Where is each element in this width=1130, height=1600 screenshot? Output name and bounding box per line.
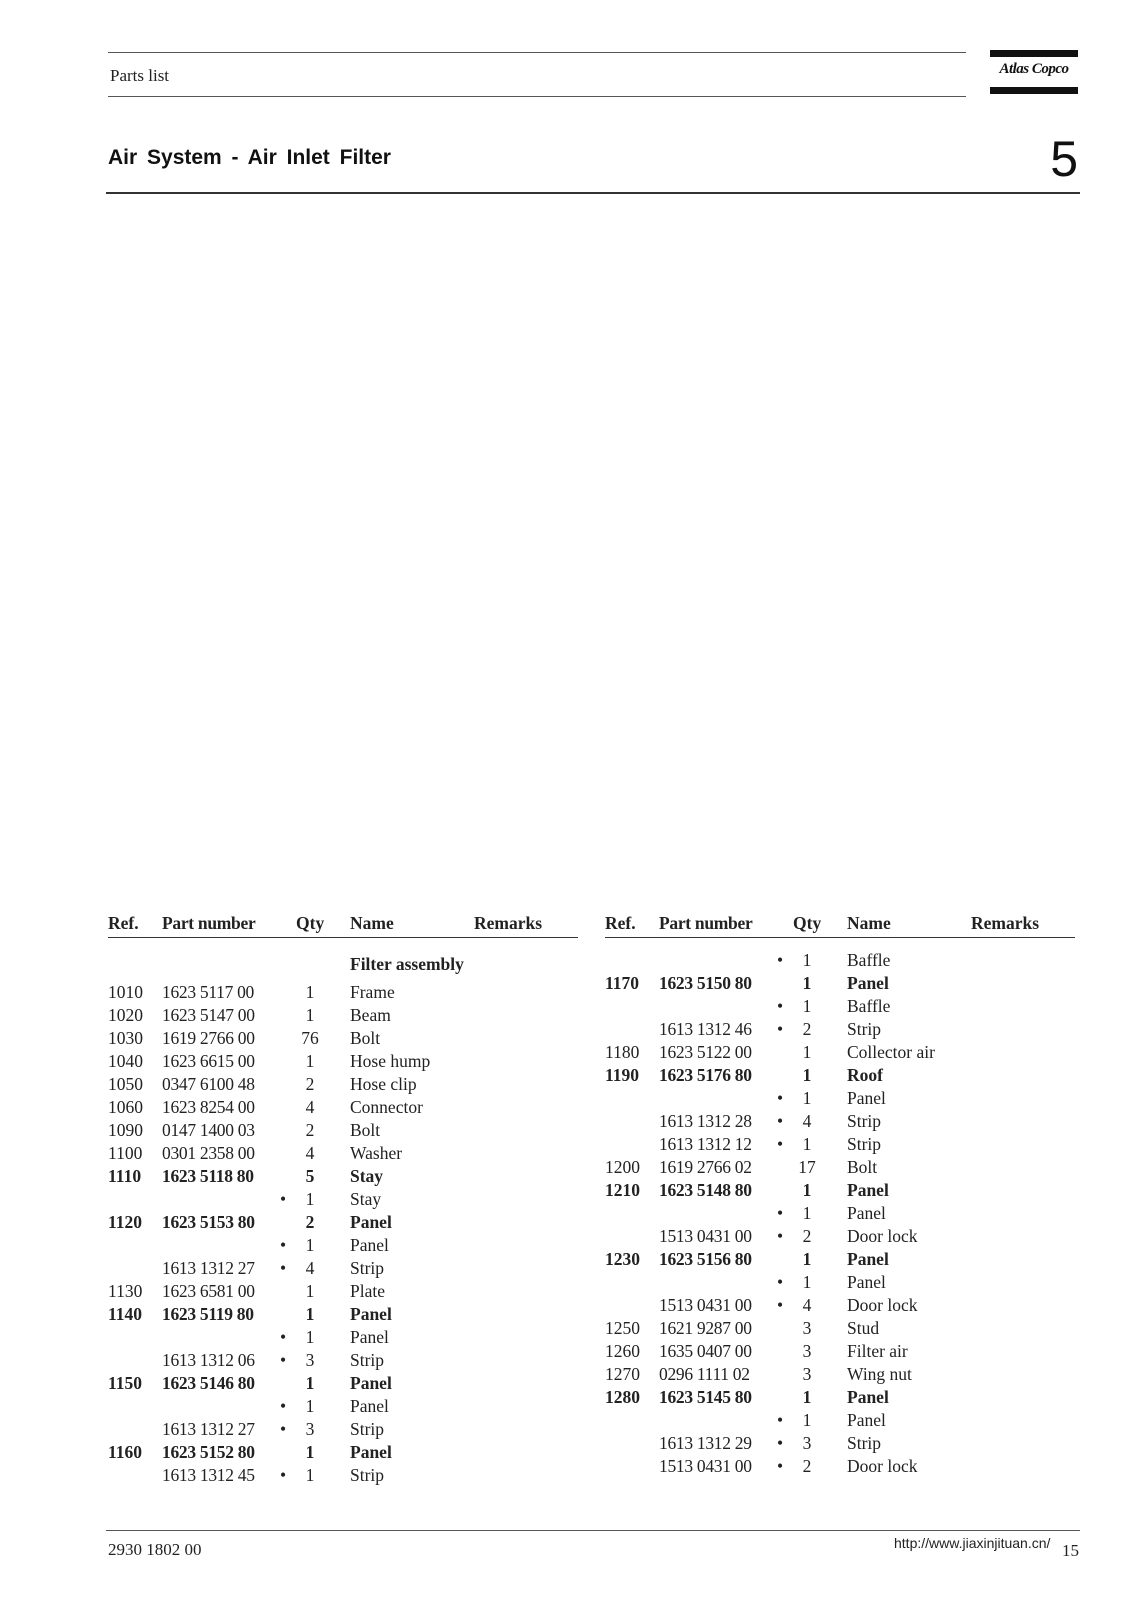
name-cell: Door lock — [847, 1456, 918, 1476]
qty-cell: 1 — [802, 950, 812, 970]
qty-cell: 1 — [305, 1281, 315, 1301]
name-cell: Panel — [847, 1387, 889, 1407]
name-cell: Panel — [350, 1212, 392, 1232]
qty-cell: 1 — [305, 1327, 315, 1347]
ref-cell: 1020 — [108, 1005, 143, 1025]
qty-cell: 4 — [305, 1143, 315, 1163]
parts-table-right — [605, 913, 1075, 1479]
ref-cell: 1200 — [605, 1157, 640, 1177]
part-number-cell: 1613 1312 12 — [659, 1134, 752, 1154]
part-number-cell: 1621 9287 00 — [659, 1318, 752, 1338]
part-number-cell: 1619 2766 00 — [162, 1028, 255, 1048]
qty-cell: 3 — [802, 1364, 812, 1384]
part-number-cell: 1513 0431 00 — [659, 1456, 752, 1476]
table-row — [605, 1019, 1075, 1042]
name-cell: Hose hump — [350, 1051, 431, 1071]
sub-item-bullet: • — [777, 1456, 784, 1476]
qty-cell: 1 — [802, 1272, 812, 1292]
sub-item-bullet: • — [280, 1189, 287, 1209]
table-row — [108, 1350, 578, 1373]
name-cell: Strip — [350, 1350, 385, 1370]
document-type-label: Parts list — [110, 66, 170, 85]
part-number-cell: 1623 6581 00 — [162, 1281, 255, 1301]
sub-item-bullet: • — [777, 1410, 784, 1430]
qty-cell: 1 — [305, 1465, 315, 1485]
table-row — [108, 1396, 578, 1419]
table-row — [108, 1304, 578, 1327]
header-name: Name — [350, 913, 394, 933]
sub-item-bullet: • — [777, 1019, 784, 1039]
qty-cell: 2 — [305, 1120, 315, 1140]
name-cell: Panel — [847, 1410, 886, 1430]
header-part-number: Part number — [659, 913, 753, 933]
part-number-cell: 1623 5122 00 — [659, 1042, 752, 1062]
name-cell: Bolt — [350, 1028, 381, 1048]
qty-cell: 1 — [802, 973, 812, 993]
ref-cell: 1010 — [108, 982, 143, 1002]
part-number-cell: 1623 5146 80 — [162, 1373, 255, 1393]
table-row — [108, 1258, 578, 1281]
table-row — [605, 1226, 1075, 1249]
sub-item-bullet: • — [777, 996, 784, 1016]
qty-cell: 1 — [305, 1304, 315, 1324]
name-cell: Panel — [350, 1442, 392, 1462]
part-number-cell: 1613 1312 27 — [162, 1419, 255, 1439]
ref-cell: 1040 — [108, 1051, 143, 1071]
qty-cell: 1 — [305, 1005, 315, 1025]
qty-cell: 1 — [802, 1203, 812, 1223]
ref-cell: 1160 — [108, 1442, 143, 1462]
table-body — [605, 950, 1075, 1479]
name-cell: Panel — [847, 1249, 889, 1269]
table-body — [108, 950, 578, 1488]
part-number-cell: 1619 2766 02 — [659, 1157, 752, 1177]
part-number-cell: 1613 1312 29 — [659, 1433, 752, 1453]
sub-item-bullet: • — [777, 1226, 784, 1246]
name-cell: Collector air — [847, 1042, 935, 1062]
qty-cell: 2 — [802, 1456, 812, 1476]
part-number-cell: 1635 0407 00 — [659, 1341, 752, 1361]
table-row — [605, 1203, 1075, 1226]
part-number-cell: 1623 8254 00 — [162, 1097, 255, 1117]
part-number-cell: 1613 1312 45 — [162, 1465, 255, 1485]
name-cell: Baffle — [847, 950, 891, 970]
ref-cell: 1230 — [605, 1249, 640, 1269]
sub-item-bullet: • — [777, 1203, 784, 1223]
name-cell: Panel — [847, 973, 889, 993]
sub-item-bullet: • — [280, 1327, 287, 1347]
part-number-cell: 1623 5148 80 — [659, 1180, 752, 1200]
qty-cell: 76 — [301, 1028, 319, 1048]
part-number-cell: 1623 5150 80 — [659, 973, 752, 993]
part-number-cell: 1623 5117 00 — [162, 982, 255, 1002]
ref-cell: 1100 — [108, 1143, 143, 1163]
table-row — [605, 1042, 1075, 1065]
name-cell: Plate — [350, 1281, 385, 1301]
table-row — [605, 1295, 1075, 1318]
title-rule — [106, 192, 1080, 194]
qty-cell: 1 — [802, 1249, 812, 1269]
sub-item-bullet: • — [280, 1396, 287, 1416]
table-row — [108, 1465, 578, 1488]
sub-item-bullet: • — [777, 1295, 784, 1315]
header-name: Name — [847, 913, 891, 933]
ref-cell: 1090 — [108, 1120, 143, 1140]
qty-cell: 1 — [802, 1065, 812, 1085]
ref-cell: 1150 — [108, 1373, 143, 1393]
name-cell: Panel — [847, 1088, 886, 1108]
qty-cell: 1 — [305, 1189, 315, 1209]
table-row — [108, 1028, 578, 1051]
table-row — [108, 1442, 578, 1465]
ref-cell: 1260 — [605, 1341, 640, 1361]
part-number-cell: 1623 5156 80 — [659, 1249, 752, 1269]
name-cell: Filter assembly — [350, 954, 464, 974]
name-cell: Connector — [350, 1097, 423, 1117]
qty-cell: 1 — [802, 1134, 812, 1154]
table-row — [108, 1419, 578, 1442]
name-cell: Strip — [847, 1019, 882, 1039]
part-number-cell: 1623 5147 00 — [162, 1005, 255, 1025]
sub-item-bullet: • — [777, 1272, 784, 1292]
footer-url: http://www.jiaxinjituan.cn/ — [894, 1535, 1051, 1551]
table-row — [605, 1341, 1075, 1364]
sub-item-bullet: • — [280, 1235, 287, 1255]
logo-wordmark: Atlas Copco — [999, 61, 1069, 77]
table-row — [605, 1364, 1075, 1387]
name-cell: Panel — [847, 1180, 889, 1200]
table-row — [605, 996, 1075, 1019]
ref-cell: 1120 — [108, 1212, 143, 1232]
part-number-cell: 1623 5119 80 — [162, 1304, 254, 1324]
sub-item-bullet: • — [280, 1419, 287, 1439]
header-part-number: Part number — [162, 913, 256, 933]
header-remarks: Remarks — [474, 913, 543, 933]
section-number: 5 — [1050, 131, 1078, 187]
name-cell: Baffle — [847, 996, 891, 1016]
table-row — [605, 1180, 1075, 1203]
name-cell: Wing nut — [847, 1364, 912, 1384]
name-cell: Door lock — [847, 1295, 918, 1315]
part-number-cell: 1613 1312 06 — [162, 1350, 255, 1370]
qty-cell: 17 — [798, 1157, 816, 1177]
page-number: 15 — [1062, 1541, 1079, 1560]
qty-cell: 1 — [802, 1180, 812, 1200]
ref-cell: 1030 — [108, 1028, 143, 1048]
part-number-cell: 1613 1312 28 — [659, 1111, 752, 1131]
table-row — [605, 1387, 1075, 1410]
ref-cell: 1170 — [605, 973, 640, 993]
table-row — [108, 1327, 578, 1350]
qty-cell: 1 — [802, 1042, 812, 1062]
qty-cell: 4 — [802, 1111, 812, 1131]
ref-cell: 1140 — [108, 1304, 143, 1324]
qty-cell: 1 — [305, 1396, 315, 1416]
table-row — [108, 1143, 578, 1166]
table-row — [605, 950, 1075, 973]
part-number-cell: 0301 2358 00 — [162, 1143, 255, 1163]
name-cell: Panel — [847, 1203, 886, 1223]
part-number-cell: 0347 6100 48 — [162, 1074, 255, 1094]
qty-cell: 1 — [305, 1373, 315, 1393]
table-row — [605, 1272, 1075, 1295]
footer-rule — [106, 1530, 1080, 1531]
table-header — [605, 913, 1075, 938]
ref-cell: 1060 — [108, 1097, 143, 1117]
sub-item-bullet: • — [280, 1465, 287, 1485]
qty-cell: 2 — [802, 1226, 812, 1246]
logo-top-bar — [990, 50, 1078, 57]
name-cell: Strip — [350, 1465, 385, 1485]
qty-cell: 1 — [802, 1410, 812, 1430]
name-cell: Bolt — [847, 1157, 878, 1177]
name-cell: Stud — [847, 1318, 880, 1338]
part-number-cell: 1613 1312 27 — [162, 1258, 255, 1278]
qty-cell: 4 — [305, 1097, 315, 1117]
qty-cell: 2 — [305, 1074, 315, 1094]
qty-cell: 4 — [305, 1258, 315, 1278]
group-heading — [108, 950, 578, 982]
name-cell: Door lock — [847, 1226, 918, 1246]
ref-cell: 1190 — [605, 1065, 640, 1085]
header-remarks: Remarks — [971, 913, 1040, 933]
name-cell: Panel — [350, 1304, 392, 1324]
name-cell: Bolt — [350, 1120, 381, 1140]
sub-item-bullet: • — [777, 950, 784, 970]
atlas-copco-logo — [990, 50, 1078, 94]
name-cell: Filter air — [847, 1341, 908, 1361]
parts-table-left — [108, 913, 578, 1488]
name-cell: Panel — [350, 1396, 389, 1416]
name-cell: Panel — [350, 1327, 389, 1347]
name-cell: Panel — [350, 1373, 392, 1393]
ref-cell: 1270 — [605, 1364, 640, 1384]
qty-cell: 5 — [305, 1166, 315, 1186]
name-cell: Panel — [847, 1272, 886, 1292]
header-bottom-rule — [108, 96, 966, 97]
name-cell: Panel — [350, 1235, 389, 1255]
table-row — [605, 1088, 1075, 1111]
part-number-cell: 1513 0431 00 — [659, 1226, 752, 1246]
name-cell: Washer — [350, 1143, 403, 1163]
table-row — [108, 1189, 578, 1212]
ref-cell: 1210 — [605, 1180, 640, 1200]
table-row — [605, 1456, 1075, 1479]
name-cell: Strip — [847, 1433, 882, 1453]
qty-cell: 3 — [305, 1419, 315, 1439]
name-cell: Frame — [350, 982, 395, 1002]
qty-cell: 1 — [802, 1387, 812, 1407]
qty-cell: 1 — [802, 1088, 812, 1108]
ref-cell: 1250 — [605, 1318, 640, 1338]
part-number-cell: 0296 1111 02 — [659, 1364, 750, 1384]
qty-cell: 3 — [802, 1318, 812, 1338]
table-row — [108, 1051, 578, 1074]
part-number-cell: 1613 1312 46 — [659, 1019, 752, 1039]
sub-item-bullet: • — [777, 1433, 784, 1453]
table-row — [108, 1166, 578, 1189]
name-cell: Stay — [350, 1189, 382, 1209]
name-cell: Roof — [847, 1065, 883, 1085]
header-top-rule — [108, 52, 966, 53]
table-row — [605, 1318, 1075, 1341]
table-row — [605, 1410, 1075, 1433]
ref-cell: 1130 — [108, 1281, 143, 1301]
header-ref: Ref. — [605, 913, 636, 933]
sub-item-bullet: • — [280, 1258, 287, 1278]
part-number-cell: 1623 5152 80 — [162, 1442, 255, 1462]
part-number-cell: 1623 5118 80 — [162, 1166, 254, 1186]
name-cell: Strip — [350, 1419, 385, 1439]
part-number-cell: 1513 0431 00 — [659, 1295, 752, 1315]
document-number: 2930 1802 00 — [108, 1540, 202, 1559]
logo-bottom-bar — [990, 87, 1078, 94]
qty-cell: 1 — [305, 1051, 315, 1071]
table-row — [108, 1281, 578, 1304]
name-cell: Beam — [350, 1005, 391, 1025]
page-title: Air System - Air Inlet Filter — [108, 146, 391, 169]
qty-cell: 1 — [305, 982, 315, 1002]
table-row — [108, 1235, 578, 1258]
part-number-cell: 1623 5153 80 — [162, 1212, 255, 1232]
qty-cell: 3 — [802, 1341, 812, 1361]
part-number-cell: 1623 5145 80 — [659, 1387, 752, 1407]
qty-cell: 1 — [802, 996, 812, 1016]
table-row — [605, 973, 1075, 996]
name-cell: Hose clip — [350, 1074, 417, 1094]
part-number-cell: 1623 5176 80 — [659, 1065, 752, 1085]
sub-item-bullet: • — [777, 1088, 784, 1108]
qty-cell: 2 — [802, 1019, 812, 1039]
name-cell: Strip — [350, 1258, 385, 1278]
header-qty: Qty — [296, 913, 325, 933]
table-row — [108, 1005, 578, 1028]
table-row — [605, 1433, 1075, 1456]
table-row — [108, 1097, 578, 1120]
ref-cell: 1110 — [108, 1166, 142, 1186]
sub-item-bullet: • — [777, 1111, 784, 1131]
table-header — [108, 913, 578, 938]
name-cell: Strip — [847, 1111, 882, 1131]
sub-item-bullet: • — [777, 1134, 784, 1154]
qty-cell: 1 — [305, 1442, 315, 1462]
qty-cell: 3 — [305, 1350, 315, 1370]
header-qty: Qty — [793, 913, 822, 933]
table-row — [108, 1373, 578, 1396]
qty-cell: 2 — [305, 1212, 315, 1232]
part-number-cell: 1623 6615 00 — [162, 1051, 255, 1071]
header-ref: Ref. — [108, 913, 139, 933]
qty-cell: 4 — [802, 1295, 812, 1315]
qty-cell: 3 — [802, 1433, 812, 1453]
ref-cell: 1180 — [605, 1042, 640, 1062]
table-row — [605, 1065, 1075, 1088]
ref-cell: 1280 — [605, 1387, 640, 1407]
qty-cell: 1 — [305, 1235, 315, 1255]
table-row — [108, 1120, 578, 1143]
part-number-cell: 0147 1400 03 — [162, 1120, 255, 1140]
table-row — [605, 1249, 1075, 1272]
name-cell: Stay — [350, 1166, 384, 1186]
table-row — [605, 1134, 1075, 1157]
table-row — [108, 982, 578, 1005]
table-row — [108, 1212, 578, 1235]
sub-item-bullet: • — [280, 1350, 287, 1370]
name-cell: Strip — [847, 1134, 882, 1154]
table-row — [108, 1074, 578, 1097]
table-row — [605, 1111, 1075, 1134]
ref-cell: 1050 — [108, 1074, 143, 1094]
table-row — [605, 1157, 1075, 1180]
